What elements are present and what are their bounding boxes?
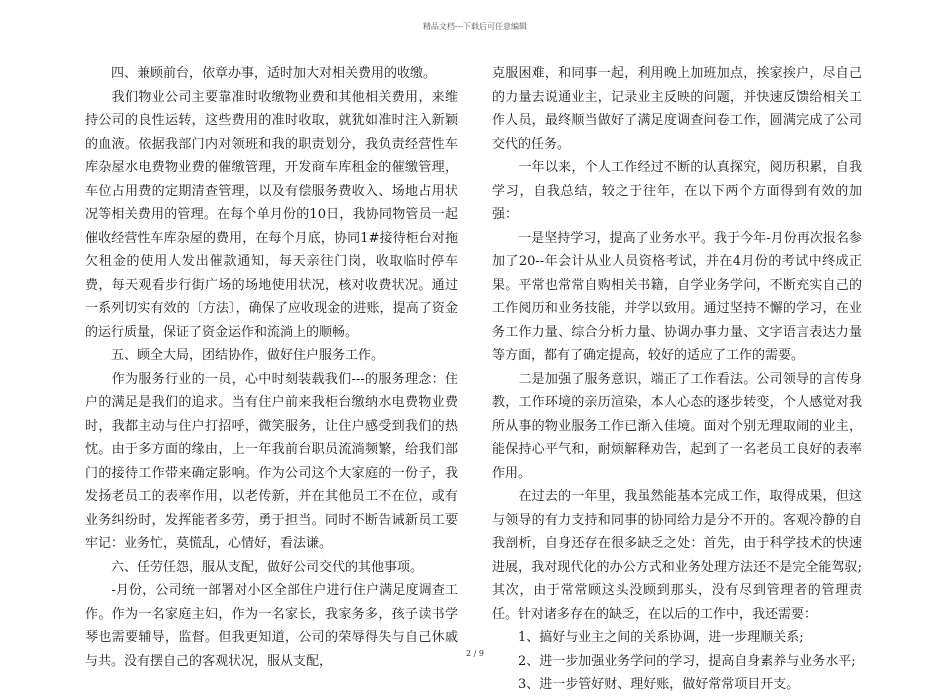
paragraph: 作为服务行业的一员，心中时刻装载我们---的服务理念：住户的满足是我们的追求。当有住户前来我柜台缴纳水电费物业费时，我都主动与住户打招呼，微笑服务，让住户感受到我们的热忱。由于多方面的缘由，上一年我前台职员流淌频繁，给我们部门的接待工作带来确定影响。作为公司这个大家庭的一份子，我发扬老员工的表率作用，以老传新，并在其他员工不在位，或有业务纠纷时，发挥能者多劳，勇于担当。同时不断告诫新员工要牢记：业务忙，莫慌乱，心情好，看法谦。 [85, 371, 458, 551]
paragraph: 一年以来，个人工作经过不断的认真探究，阅历积累，自我学习，自我总结，较之于往年，在以下两个方面得到有效的加强： [492, 160, 862, 222]
paragraph: 我们物业公司主要靠准时收缴物业费和其他相关费用，来维持公司的良性运转，这些费用的准时收取，就犹如准时注入新颖的血液。依据我部门内对领班和我的职责划分，我负责经营性车库杂屋水电费物业费的催缴管理，开发商车库租金的催缴管理，车位占用费的定期清查管理，以及有偿服务费收入、场地占用状况等相关费用的管理。在每个单月份的10日，我协同物管员一起催收经营性车库杂屋的费用，在每个月底，协同1#接待柜台对拖欠租金的使用人发出催款通知，每天亲往门岗，收取临时停车费，每天观看步行街广场的场地使用状况，核对收费状况。通过一系列切实有效的〔方法〕，确保了应收现金的进账，提高了资金的运行质量，保证了资金运作和流淌上的顺畅。 [85, 89, 458, 340]
paragraph: 克服困难，和同事一起，利用晚上加班加点，挨家挨户，尽自己的力量去说通业主，记录业主反映的问题，并快速反馈给相关工作人员，最终顺当做好了满足度调查问卷工作，圆满完成了公司交代的任务。 [492, 66, 862, 152]
page-header: 精品文档---下载后可任意编辑 [422, 22, 528, 31]
paragraph: 四、兼顾前台，依章办事，适时加大对相关费用的收缴。 [85, 66, 437, 81]
paragraph: 六、任劳任怨，服从支配，做好公司交代的其他事项。 [85, 559, 424, 575]
paragraph: 一是坚持学习，提高了业务水平。我于今年-月份再次报名参加了20--年会计从业人员资格考试，并在4月份的考试中终成正果。平常也常常自购相关书籍，自学业务学问，不断充实自己的工作阅历和业务技能，并学以致用。通过坚持不懈的学习，在业务工作力量、综合分析力量、协调办事力量、文字语言表达力量等方面，都有了确定提高，较好的适应了工作的需要。 [492, 230, 862, 363]
list-item: 3、进一步管好财、理好账，做好常常项目开支。 [492, 677, 800, 692]
paragraph: -月份，公司统一部署对小区全部住户进行住户满足度调查工作。作为一名家庭主妇，作为一名家长，我家务多，孩子读书学琴也需要辅导，监督。但我更知道，公司的荣辱得失与自己休戚与共。没有摆自己的客观状况，服从支配， [85, 583, 458, 669]
left-column [85, 62, 458, 673]
paragraph: 二是加强了服务意识，端正了工作看法。公司领导的言传身教，工作环境的亲历渲染，本人心态的逐步转变，个人感觉对我所从事的物业服务工作已渐入佳境。面对个别无理取闹的业主，能保持心平气和，耐烦解释劝告，起到了一名老员工良好的表率作用。 [492, 371, 862, 481]
paragraph: 五、顾全大局，团结协作，做好住户服务工作。 [85, 348, 385, 363]
page-number: 2 / 9 [466, 649, 484, 658]
list-item: 2、进一步加强业务学问的学习，提高自身素养与业务水平; [492, 653, 856, 669]
paragraph: 在过去的一年里，我虽然能基本完成工作，取得成果，但这与领导的有力支持和同事的协同给力是分不开的。客观冷静的自我剖析，自身还存在很多缺乏之处：首先，由于科学技术的快速进展，我对现代化的办公方式和业务处理方法还不是完全能驾驭;其次，由于常常顾这头没顾到那头，没有尽到管理者的管理责任。针对诸多存在的缺乏，在以后的工作中，我还需要： [492, 489, 862, 622]
right-column [492, 62, 862, 697]
list-item: 1、搞好与业主之间的关系协调，进一步理顺关系; [492, 630, 804, 645]
